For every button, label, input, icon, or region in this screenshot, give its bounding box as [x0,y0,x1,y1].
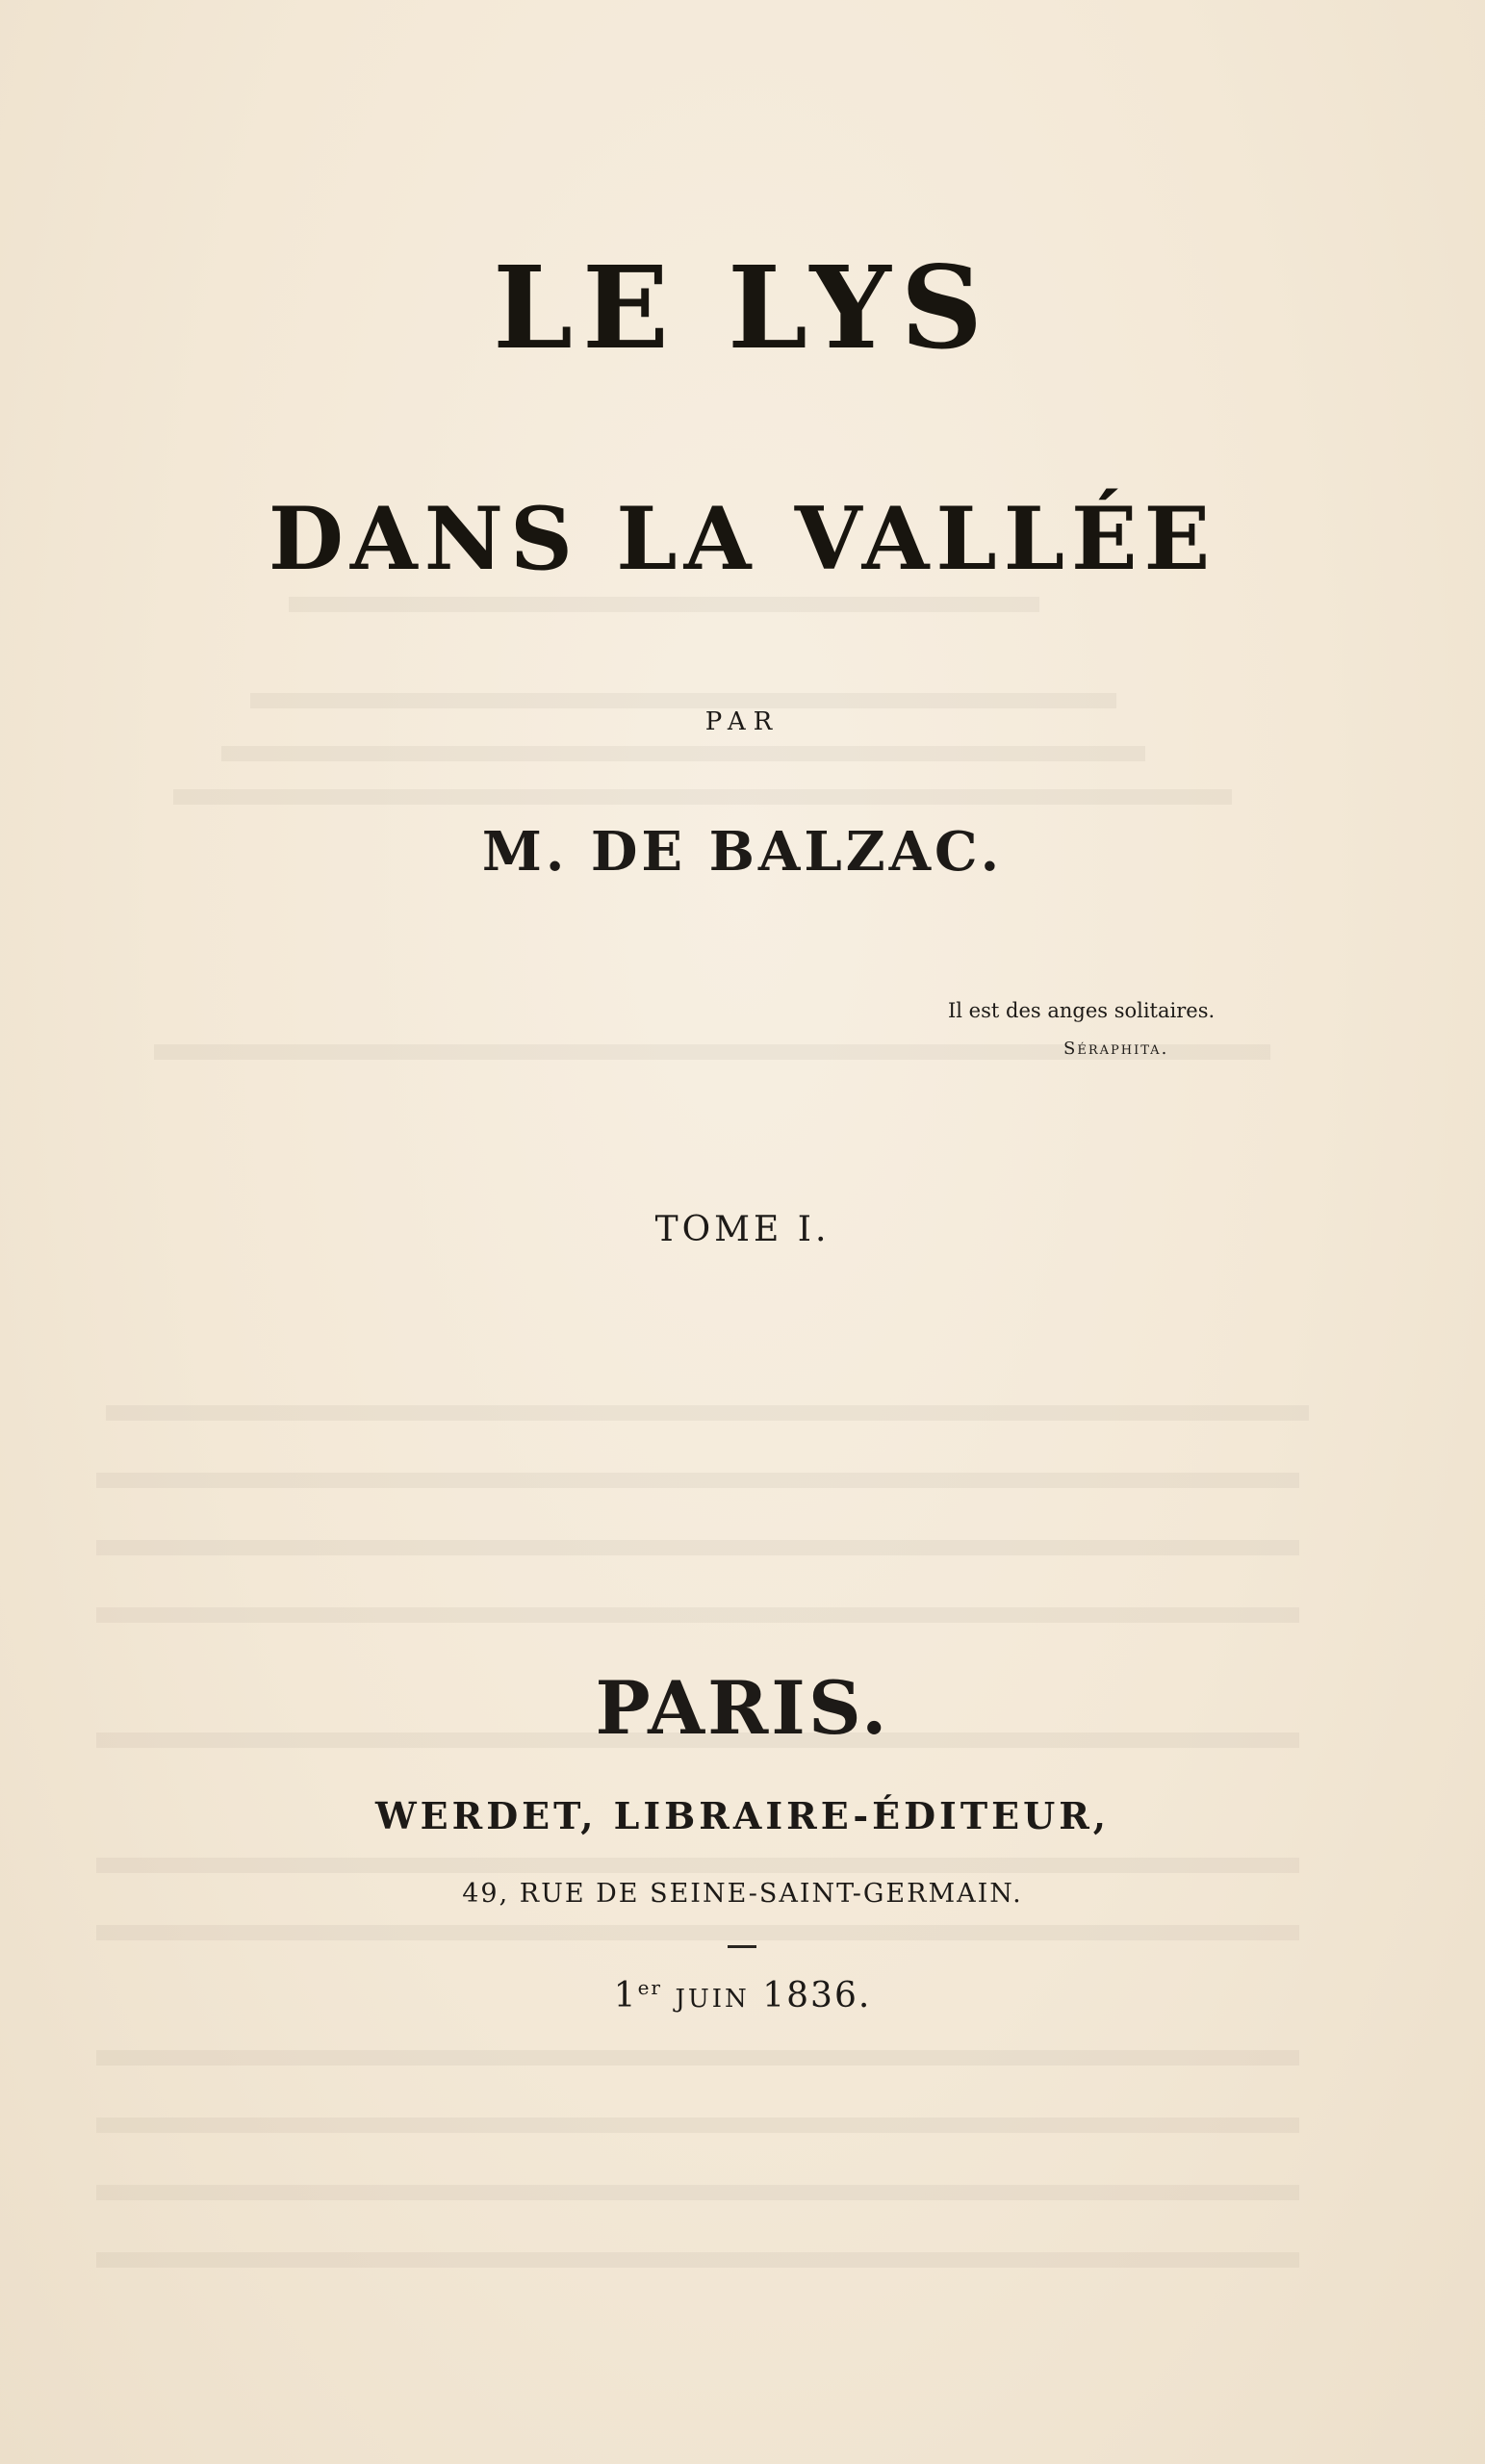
date-month: JUIN [675,1985,750,2014]
imprint-city: PARIS. [595,1665,890,1751]
date-year: 1836. [762,1976,872,2015]
title-line-2: DANS LA VALLÉE [268,488,1217,590]
date-day-suffix: er [637,1976,662,1999]
epigraph [948,991,1215,1068]
epigraph-text: Il est des anges solitaires. [948,999,1216,1022]
imprint-publisher: WERDET, LIBRAIRE-ÉDITEUR, [374,1794,1111,1837]
title-line-1: LE LYS [493,241,992,374]
date-day: 1 [613,1976,638,2015]
imprint-address: 49, RUE DE SEINE-SAINT-GERMAIN. [462,1879,1023,1909]
divider-rule [728,1945,756,1948]
publication-date [0,1965,1485,2021]
epigraph-attribution: Séraphita. [1063,1039,1169,1059]
by-label: PAR [704,707,781,736]
volume-label: TOME I. [654,1210,831,1249]
author-name: M. DE BALZAC. [481,820,1004,884]
